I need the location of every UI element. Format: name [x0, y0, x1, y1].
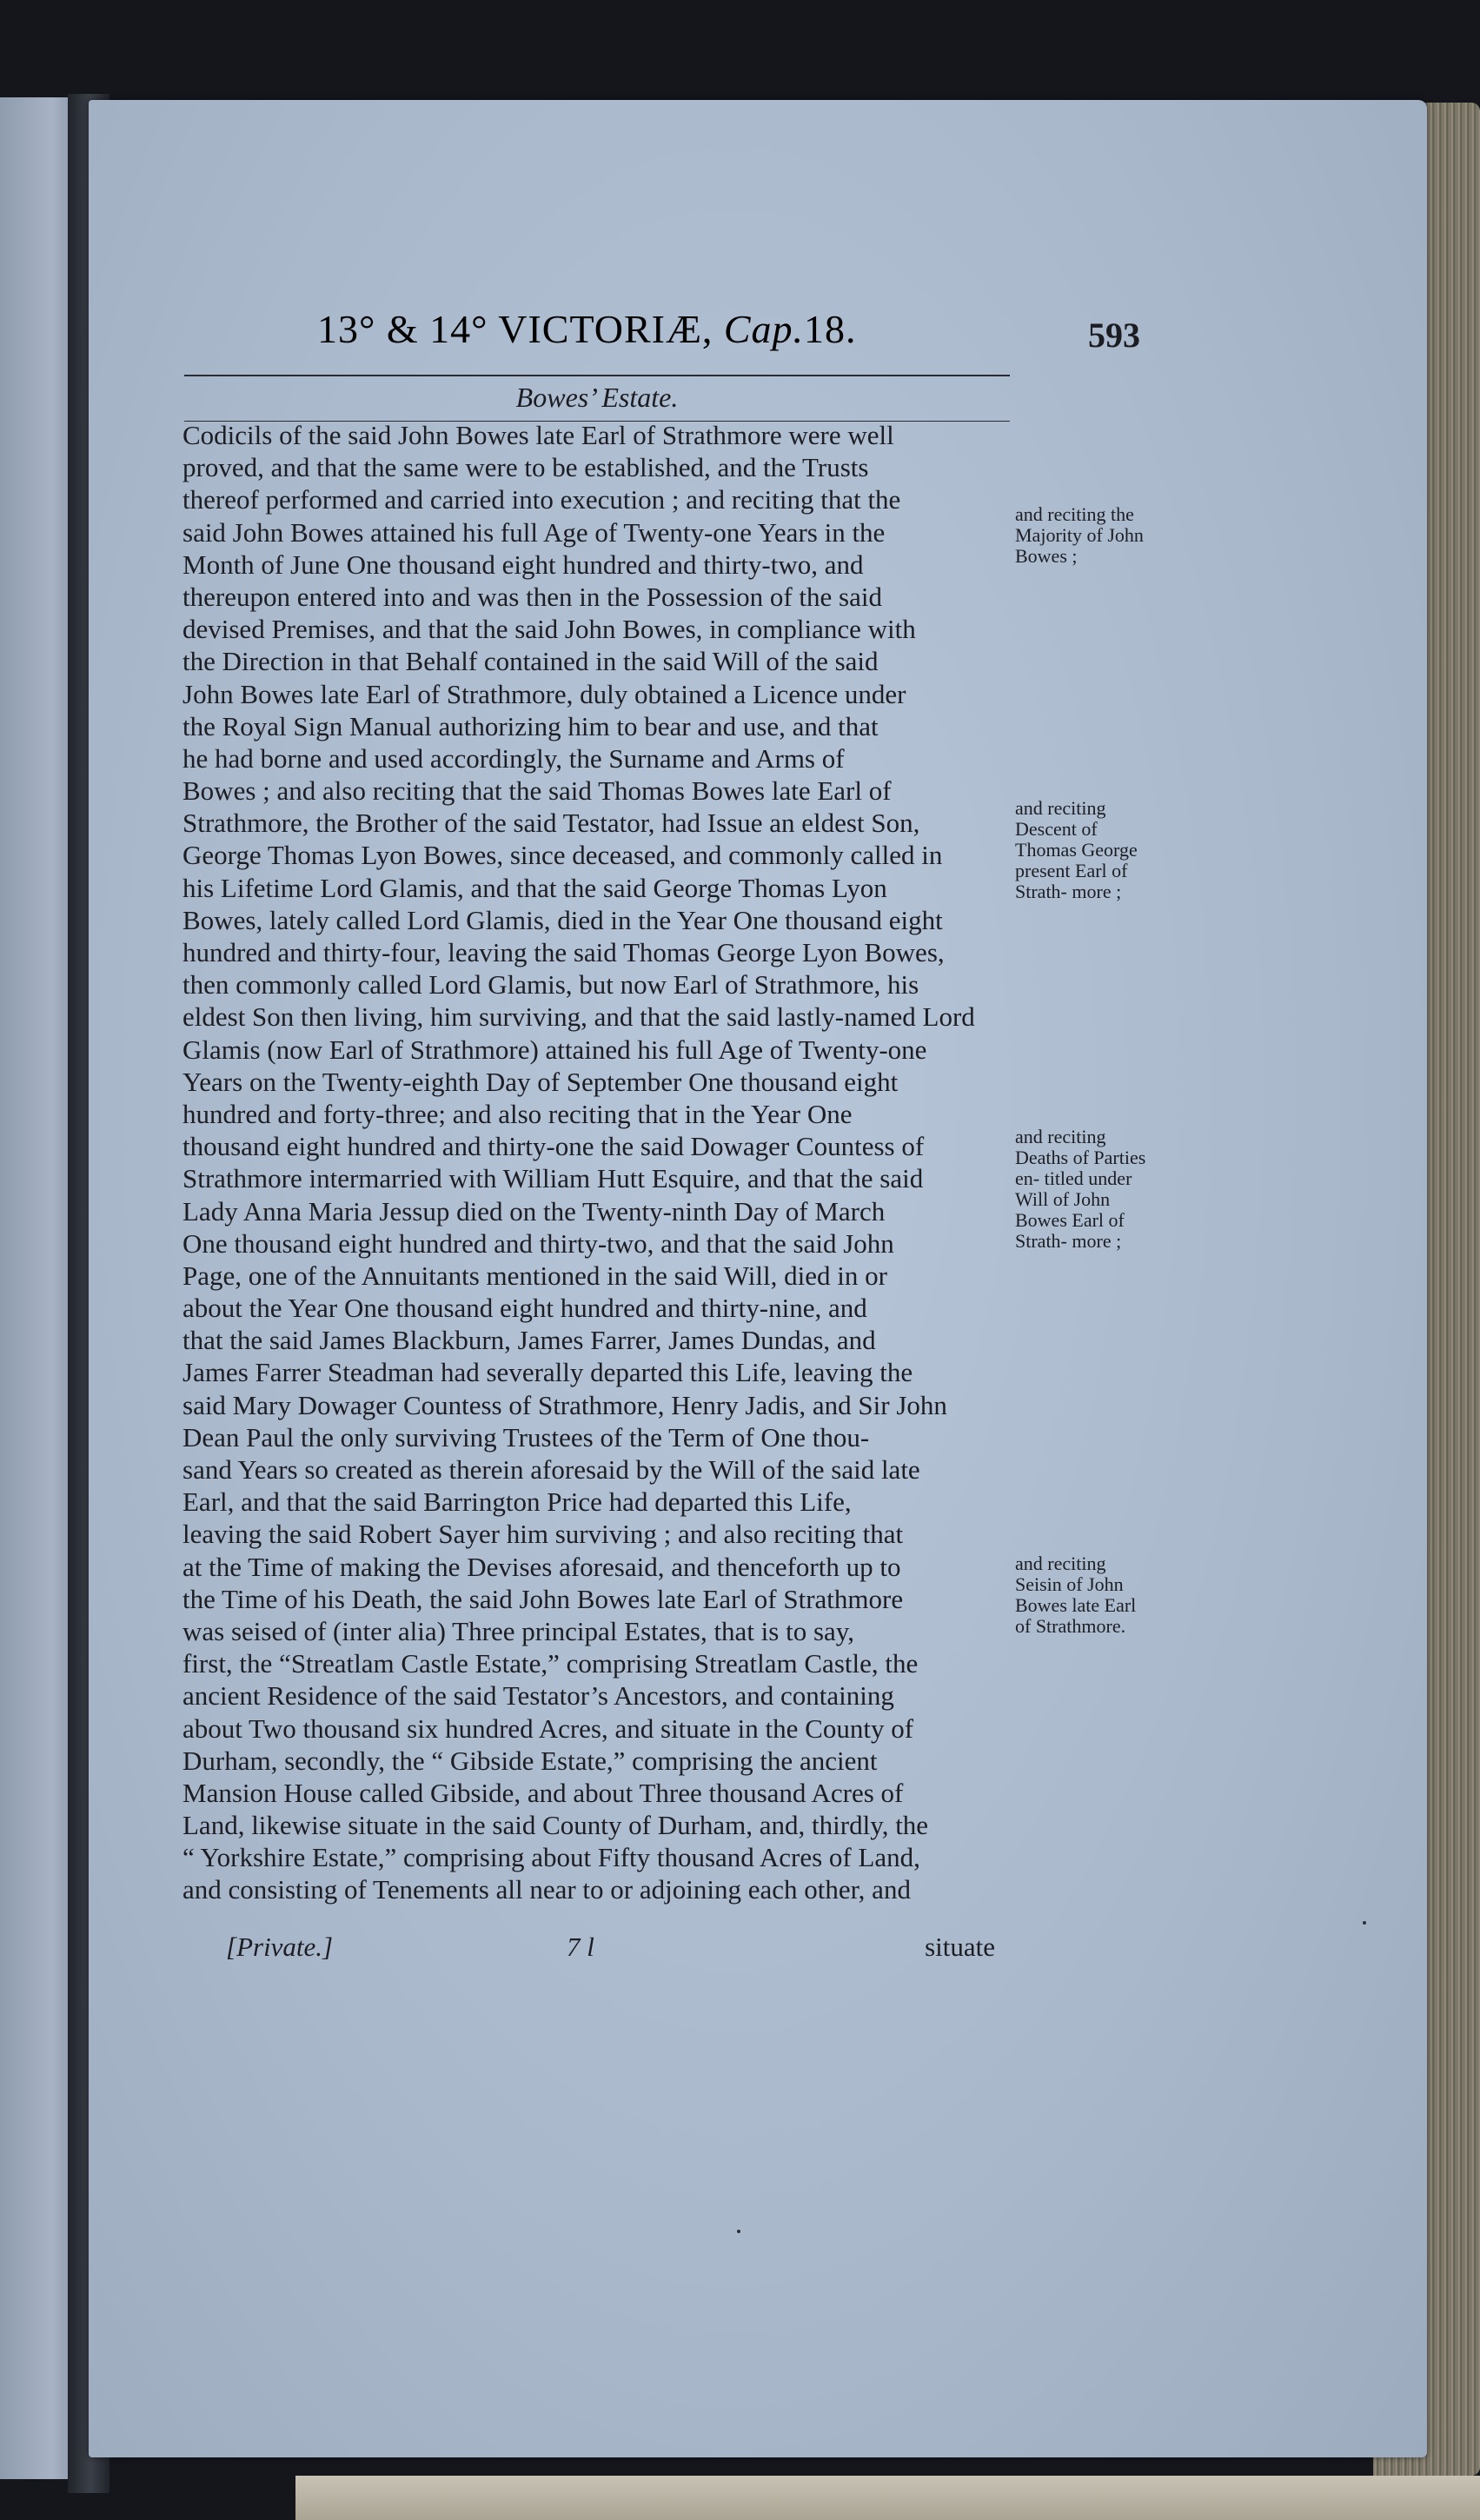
body-line: he had borne and used accordingly, the Surname and Arms of — [183, 742, 845, 774]
body-line: Page, one of the Annuitants mentioned in the said Will, died in or — [183, 1260, 887, 1291]
body-line: George Thomas Lyon Bowes, since deceased, and commonly called in — [183, 840, 943, 871]
body-line: hundred and forty-three; and also reciting that in the Year One — [183, 1098, 853, 1129]
body-line: eldest Son then living, him surviving, and that the said lastly-named Lord — [183, 1001, 975, 1033]
body-line: thousand eight hundred and thirty-one the said Dowager Countess of — [183, 1131, 925, 1162]
paper-speck — [1363, 1921, 1366, 1925]
body-line: Dean Paul the only surviving Trustees of the Term of One thou- — [183, 1421, 870, 1453]
body-line: Glamis (now Earl of Strathmore) attained his full Age of Twenty-one — [183, 1034, 927, 1065]
signature-mark: 7 l — [567, 1932, 594, 1962]
body-line: ancient Residence of the said Testator’s Ancestors, and containing — [183, 1680, 894, 1712]
body-line: then commonly called Lord Glamis, but now Earl of Strathmore, his — [183, 969, 919, 1001]
body-line: thereof performed and carried into execution ; and reciting that the — [183, 484, 901, 515]
margin-note-deaths: and reciting Deaths of Parties en- titled under Will of John Bowes Earl of Strath- more ; — [1015, 1126, 1146, 1252]
body-line: his Lifetime Lord Glamis, and that the said George Thomas Lyon — [183, 872, 887, 903]
body-line: Years on the Twenty-eighth Day of September One thousand eight — [183, 1066, 899, 1097]
body-line: proved, and that the same were to be established, and the Trusts — [183, 452, 869, 483]
body-line: that the said James Blackburn, James Farrer, James Dundas, and — [183, 1325, 876, 1356]
body-line: at the Time of making the Devises aforesaid, and thenceforth up to — [183, 1551, 901, 1582]
paper-speck — [737, 2230, 740, 2233]
body-line: Land, likewise situate in the said County of Durham, and, thirdly, the — [183, 1810, 929, 1841]
body-line: Codicils of the said John Bowes late Earl of Strathmore were well — [183, 420, 894, 450]
body-line: hundred and thirty-four, leaving the said Thomas George Lyon Bowes, — [183, 937, 945, 967]
page-footer — [183, 1932, 995, 1966]
margin-note-descent: and reciting Descent of Thomas George present Earl of Strath- more ; — [1015, 797, 1138, 902]
body-line: Strathmore, the Brother of the said Testator, had Issue an eldest Son, — [183, 808, 920, 839]
title-prefix: 13° & 14° VICTORIÆ, — [317, 307, 713, 351]
section-subtitle: Bowes’ Estate. — [515, 382, 679, 413]
book-bottom-edge — [295, 2476, 1480, 2520]
body-line: devised Premises, and that the said John Bowes, in compliance with — [183, 614, 916, 645]
body-line: “ Yorkshire Estate,” comprising about Fifty thousand Acres of Land, — [183, 1842, 920, 1873]
catchword: situate — [925, 1932, 995, 1962]
body-line: about the Year One thousand eight hundred and thirty-nine, and — [183, 1293, 867, 1324]
body-line: leaving the said Robert Sayer him surviving ; and also reciting that — [183, 1519, 904, 1550]
body-text — [183, 419, 1017, 1906]
margin-note-seisin: and reciting Seisin of John Bowes late Earl of Strathmore. — [1015, 1553, 1137, 1637]
running-header — [228, 207, 1114, 290]
body-line: Lady Anna Maria Jessup died on the Twenty-ninth Day of March — [183, 1195, 886, 1227]
body-line: first, the “Streatlam Castle Estate,” comprising Streatlam Castle, the — [183, 1648, 919, 1679]
body-line: was seised of (inter alia) Three principal Estates, that is to say, — [183, 1615, 855, 1646]
body-line: about Two thousand six hundred Acres, and situate in the County of — [183, 1712, 914, 1744]
body-line: sand Years so created as therein aforesaid by the Will of the said late — [183, 1454, 920, 1485]
page-number: 593 — [1088, 316, 1140, 355]
body-line: Bowes, lately called Lord Glamis, died in the Year One thousand eight — [183, 904, 943, 935]
body-line: thereupon entered into and was then in the Possession of the said — [183, 581, 882, 612]
body-line: James Farrer Steadman had severally departed this Life, leaving the — [183, 1357, 913, 1388]
title-chapter-number: 18. — [804, 307, 857, 351]
body-line: Earl, and that the said Barrington Price had departed this Life, — [183, 1486, 852, 1518]
body-line: Durham, secondly, the “ Gibside Estate,” comprising the ancient — [183, 1745, 878, 1776]
title-cap: Cap. — [723, 307, 805, 351]
margin-note-majority: and reciting the Majority of John Bowes ; — [1015, 503, 1144, 567]
body-line: Strathmore intermarried with William Hutt Esquire, and that the said — [183, 1163, 924, 1194]
body-line: John Bowes late Earl of Strathmore, duly obtained a Licence under — [183, 678, 906, 709]
body-line: said Mary Dowager Countess of Strathmore, Henry Jadis, and Sir John — [183, 1389, 947, 1420]
body-line: the Royal Sign Manual authorizing him to bear and use, and that — [183, 710, 879, 741]
body-line: Month of June One thousand eight hundred and thirty-two, and — [183, 549, 864, 580]
body-line: One thousand eight hundred and thirty-two, and that the said John — [183, 1227, 894, 1259]
private-marker: [Private.] — [226, 1932, 334, 1962]
page-title — [317, 306, 857, 352]
body-line: Bowes ; and also reciting that the said Thomas Bowes late Earl of — [183, 775, 892, 807]
body-line: the Time of his Death, the said John Bowes late Earl of Strathmore — [183, 1583, 904, 1614]
body-line: the Direction in that Behalf contained in the said Will of the said — [183, 646, 879, 677]
body-line: said John Bowes attained his full Age of Twenty-one Years in the — [183, 516, 886, 548]
body-line: and consisting of Tenements all near to or adjoining each other, and — [183, 1874, 911, 1905]
body-line: Mansion House called Gibside, and about Three thousand Acres of — [183, 1777, 904, 1808]
